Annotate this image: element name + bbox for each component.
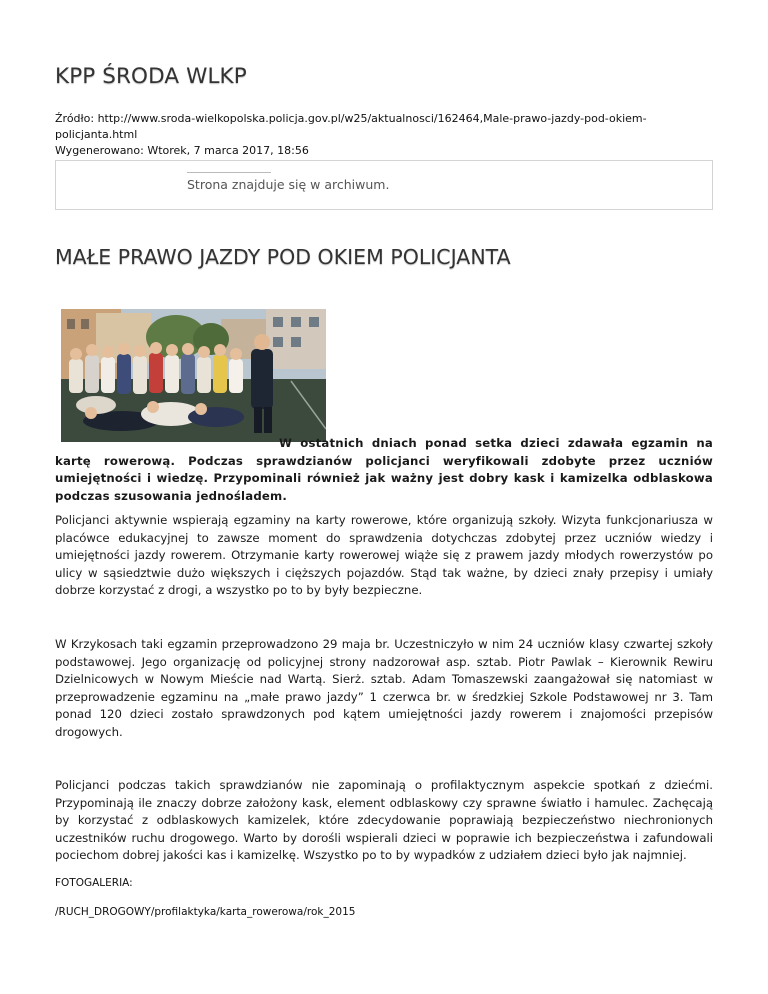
article-paragraph: Policjanci aktywnie wspierają egzaminy na karty rowerowe, które organizują szkoły. Wizyta funkcjonariusza w placówce edukacyjnej to zawsze moment do sprawdzenia dotychczas zdobytej przez uczniów wiedzy i umiejętności jazdy rowerem. Otrzymanie karty rowerowej wiąże się z prawem jazdy młodych rowerzystów po ulicy w sąsiedztwie dużo większych i cięższych pojazdów. Stąd tak ważne, by dzieci znały przepisy i umiały dobrze korzystać z drogi, a wszystko po to by były bezpieczne. xyxy=(55,513,713,597)
archive-notice-box xyxy=(55,160,713,210)
article-photo[interactable] xyxy=(61,309,326,442)
site-title: KPP ŚRODA WLKP xyxy=(55,64,247,89)
article-paragraph: W Krzykosach taki egzamin przeprowadzono 29 maja br. Uczestniczyło w nim 24 uczniów klasy czwartej szkoły podstawowej. Jego organizację od policyjnej strony nadzorował asp. sztab. Piotr Pawlak – Kierownik Rewiru Dzielnicowych w Nowym Mieście nad Wartą. Sierż. sztab. Adam Tomaszewski zaangażował się natomiast w przeprowadzenie egzaminu na „małe prawo jazdy” 1 czerwca br. w średzkiej Szkole Podstawowej nr 3. Tam ponad 120 dzieci zostało sprawdzonych pod kątem umiejętności jazdy rowerem i znajomości przepisów drogowych. xyxy=(55,637,713,739)
generated-line: Wygenerowano: Wtorek, 7 marca 2017, 18:56 xyxy=(55,144,309,157)
document-meta xyxy=(55,111,713,159)
article-title: MAŁE PRAWO JAZDY POD OKIEM POLICJANTA xyxy=(55,245,511,269)
photo-illustration xyxy=(61,309,326,442)
archive-notice: Strona znajduje się w archiwum. xyxy=(187,177,390,192)
gallery-label: FOTOGALERIA: xyxy=(55,877,133,889)
archive-divider xyxy=(187,172,271,173)
article-paragraph: Policjanci podczas takich sprawdzianów nie zapominają o profilaktycznym aspekcie spotkań z dziećmi. Przypominają ile znaczy dobrze założony kask, element odblaskowy czy sprawne światło i hamulec. Zachęcają by korzystać z odblaskowych kamizelek, które zdecydowanie poprawiają bezpieczeństwo niechronionych uczestników ruchu drogowego. Warto by dorośli wspierali dzieci w poprawie ich bezpieczeństwa i zafundowali pociechom dobrej jakości kas i kamizelkę. Wszystko po to by wypadków z udziałem dzieci było jak najmniej. xyxy=(55,778,713,862)
article-lead: W ostatnich dniach ponad setka dzieci zdawała egzamin na kartę rowerową. Podczas sprawdzianów policjanci weryfikowali zdobyte przez uczniów umiejętności i wiedzę. Przypominali również jak ważny jest dobry kask i kamizelka odblaskowa podczas szusowania jednośladem. xyxy=(55,436,713,503)
source-line: Źródło: http://www.sroda-wielkopolska.policja.gov.pl/w25/aktualnosci/162464,Male-prawo-jazdy-pod-okiem-policjanta.html xyxy=(55,112,647,141)
gallery-path: /RUCH_DROGOWY/profilaktyka/karta_rowerowa/rok_2015 xyxy=(55,906,356,918)
